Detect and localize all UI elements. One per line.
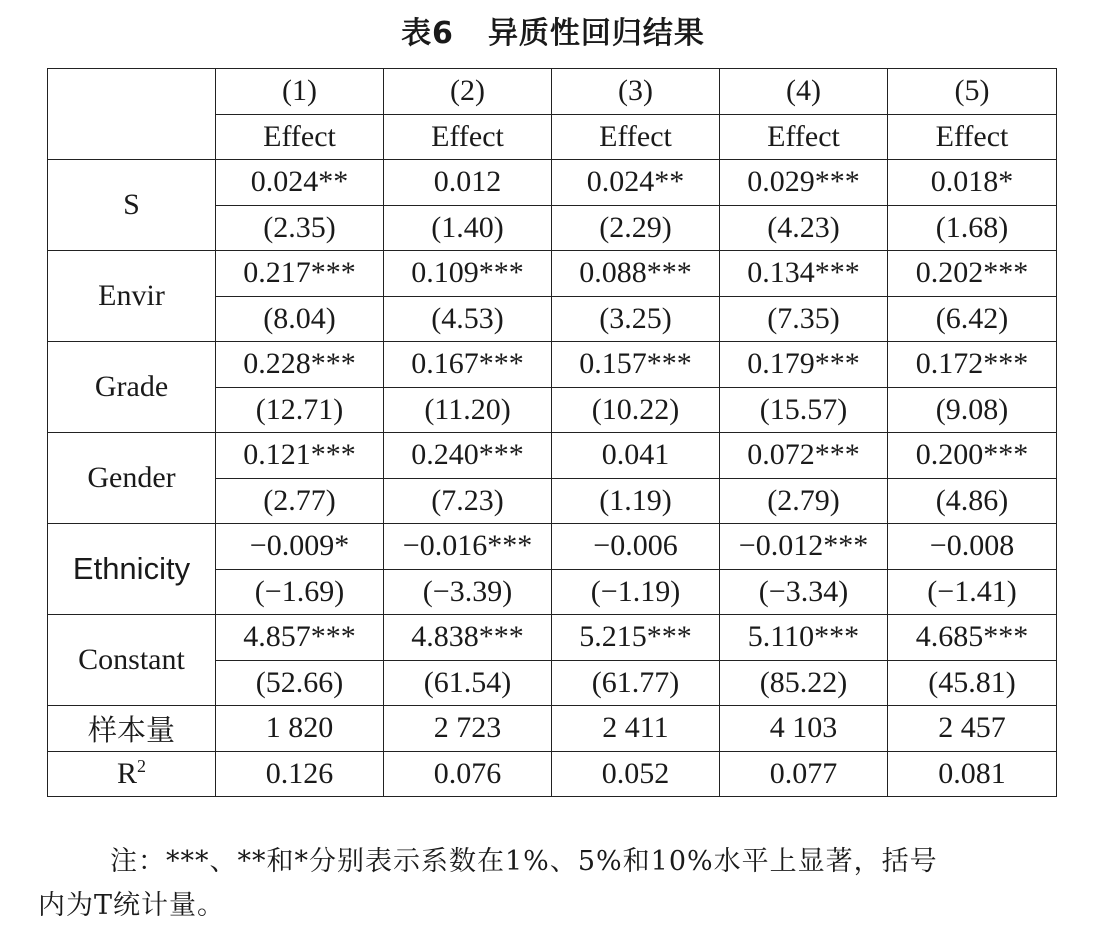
coef-cell: 0.172***	[888, 342, 1057, 388]
row-label-sample-size: 样本量	[48, 706, 216, 752]
coef-cell: 5.110***	[720, 615, 888, 661]
tstat-cell: (1.19)	[552, 478, 720, 524]
row-label-envir: Envir	[48, 251, 216, 342]
tstat-cell: (12.71)	[216, 387, 384, 433]
r2-cell: 0.052	[552, 751, 720, 797]
r2-cell: 0.077	[720, 751, 888, 797]
tstat-cell: (3.25)	[552, 296, 720, 342]
coef-cell: 0.072***	[720, 433, 888, 479]
sample-size-row	[48, 706, 1057, 752]
coef-cell: −0.006	[552, 524, 720, 570]
coef-cell: 0.228***	[216, 342, 384, 388]
coef-cell: 0.024**	[552, 160, 720, 206]
tstat-cell: (8.04)	[216, 296, 384, 342]
sample-cell: 2 457	[888, 706, 1057, 752]
tstat-cell: (1.40)	[384, 205, 552, 251]
coef-cell: 4.857***	[216, 615, 384, 661]
tstat-cell: (7.23)	[384, 478, 552, 524]
coef-cell: 0.240***	[384, 433, 552, 479]
table-row	[48, 615, 1057, 661]
coef-cell: −0.016***	[384, 524, 552, 570]
column-header: (5)	[888, 69, 1057, 115]
coef-cell: 0.157***	[552, 342, 720, 388]
tstat-cell: (1.68)	[888, 205, 1057, 251]
row-label-gender: Gender	[48, 433, 216, 524]
coef-cell: 0.121***	[216, 433, 384, 479]
sample-cell: 2 723	[384, 706, 552, 752]
tstat-cell: (7.35)	[720, 296, 888, 342]
coef-cell: 0.029***	[720, 160, 888, 206]
column-subheader: Effect	[888, 114, 1057, 160]
r2-cell: 0.076	[384, 751, 552, 797]
tstat-cell: (4.86)	[888, 478, 1057, 524]
coef-cell: 0.179***	[720, 342, 888, 388]
tstat-cell: (52.66)	[216, 660, 384, 706]
table-row	[48, 160, 1057, 206]
tstat-cell: (15.57)	[720, 387, 888, 433]
note-line-2: 内为T统计量。	[38, 890, 226, 921]
r-squared-row	[48, 751, 1057, 797]
coef-cell: 4.838***	[384, 615, 552, 661]
tstat-cell: (−3.39)	[384, 569, 552, 615]
coef-cell: 0.041	[552, 433, 720, 479]
sample-cell: 4 103	[720, 706, 888, 752]
row-label-s: S	[48, 160, 216, 251]
table-title-text: 异质性回归结果	[487, 16, 705, 51]
coef-cell: 0.018*	[888, 160, 1057, 206]
column-subheader: Effect	[384, 114, 552, 160]
coef-cell: 5.215***	[552, 615, 720, 661]
sample-cell: 1 820	[216, 706, 384, 752]
table-title	[0, 8, 1106, 52]
coef-cell: 0.202***	[888, 251, 1057, 297]
tstat-cell: (−1.69)	[216, 569, 384, 615]
r-squared-exponent: 2	[137, 756, 146, 777]
tstat-cell: (6.42)	[888, 296, 1057, 342]
table-row	[48, 524, 1057, 570]
column-header: (3)	[552, 69, 720, 115]
tstat-cell: (4.23)	[720, 205, 888, 251]
tstat-cell: (−3.34)	[720, 569, 888, 615]
tstat-cell: (4.53)	[384, 296, 552, 342]
column-header: (1)	[216, 69, 384, 115]
coef-cell: 0.024**	[216, 160, 384, 206]
coef-cell: 0.217***	[216, 251, 384, 297]
header-row	[48, 69, 1057, 115]
tstat-cell: (11.20)	[384, 387, 552, 433]
tstat-cell: (61.77)	[552, 660, 720, 706]
tstat-cell: (−1.41)	[888, 569, 1057, 615]
tstat-cell: (2.79)	[720, 478, 888, 524]
column-header: (4)	[720, 69, 888, 115]
row-label-constant: Constant	[48, 615, 216, 706]
row-label-r-squared	[48, 751, 216, 797]
sample-cell: 2 411	[552, 706, 720, 752]
r-squared-base: R	[116, 757, 137, 791]
coef-cell: −0.009*	[216, 524, 384, 570]
coef-cell: 0.200***	[888, 433, 1057, 479]
r2-cell: 0.081	[888, 751, 1057, 797]
column-subheader: Effect	[552, 114, 720, 160]
coef-cell: 4.685***	[888, 615, 1057, 661]
tstat-cell: (61.54)	[384, 660, 552, 706]
corner-cell	[48, 69, 216, 160]
column-subheader: Effect	[216, 114, 384, 160]
coef-cell: 0.012	[384, 160, 552, 206]
coef-cell: 0.167***	[384, 342, 552, 388]
table-row	[48, 251, 1057, 297]
table-row	[48, 342, 1057, 388]
coef-cell: 0.088***	[552, 251, 720, 297]
r2-cell: 0.126	[216, 751, 384, 797]
coef-cell: 0.134***	[720, 251, 888, 297]
coef-cell: −0.008	[888, 524, 1057, 570]
column-header: (2)	[384, 69, 552, 115]
table-row	[48, 433, 1057, 479]
coef-cell: −0.012***	[720, 524, 888, 570]
tstat-cell: (10.22)	[552, 387, 720, 433]
tstat-cell: (−1.19)	[552, 569, 720, 615]
tstat-cell: (9.08)	[888, 387, 1057, 433]
column-subheader: Effect	[720, 114, 888, 160]
tstat-cell: (2.35)	[216, 205, 384, 251]
coef-cell: 0.109***	[384, 251, 552, 297]
note-line-1: 注：***、**和*分别表示系数在1%、5%和10%水平上显著，括号	[110, 846, 938, 877]
row-label-grade: Grade	[48, 342, 216, 433]
tstat-cell: (2.29)	[552, 205, 720, 251]
tstat-cell: (2.77)	[216, 478, 384, 524]
row-label-ethnicity: Ethnicity	[48, 524, 216, 615]
table-number: 表6	[401, 16, 454, 51]
tstat-cell: (45.81)	[888, 660, 1057, 706]
regression-table	[47, 68, 1057, 797]
table-note	[38, 840, 1078, 928]
tstat-cell: (85.22)	[720, 660, 888, 706]
